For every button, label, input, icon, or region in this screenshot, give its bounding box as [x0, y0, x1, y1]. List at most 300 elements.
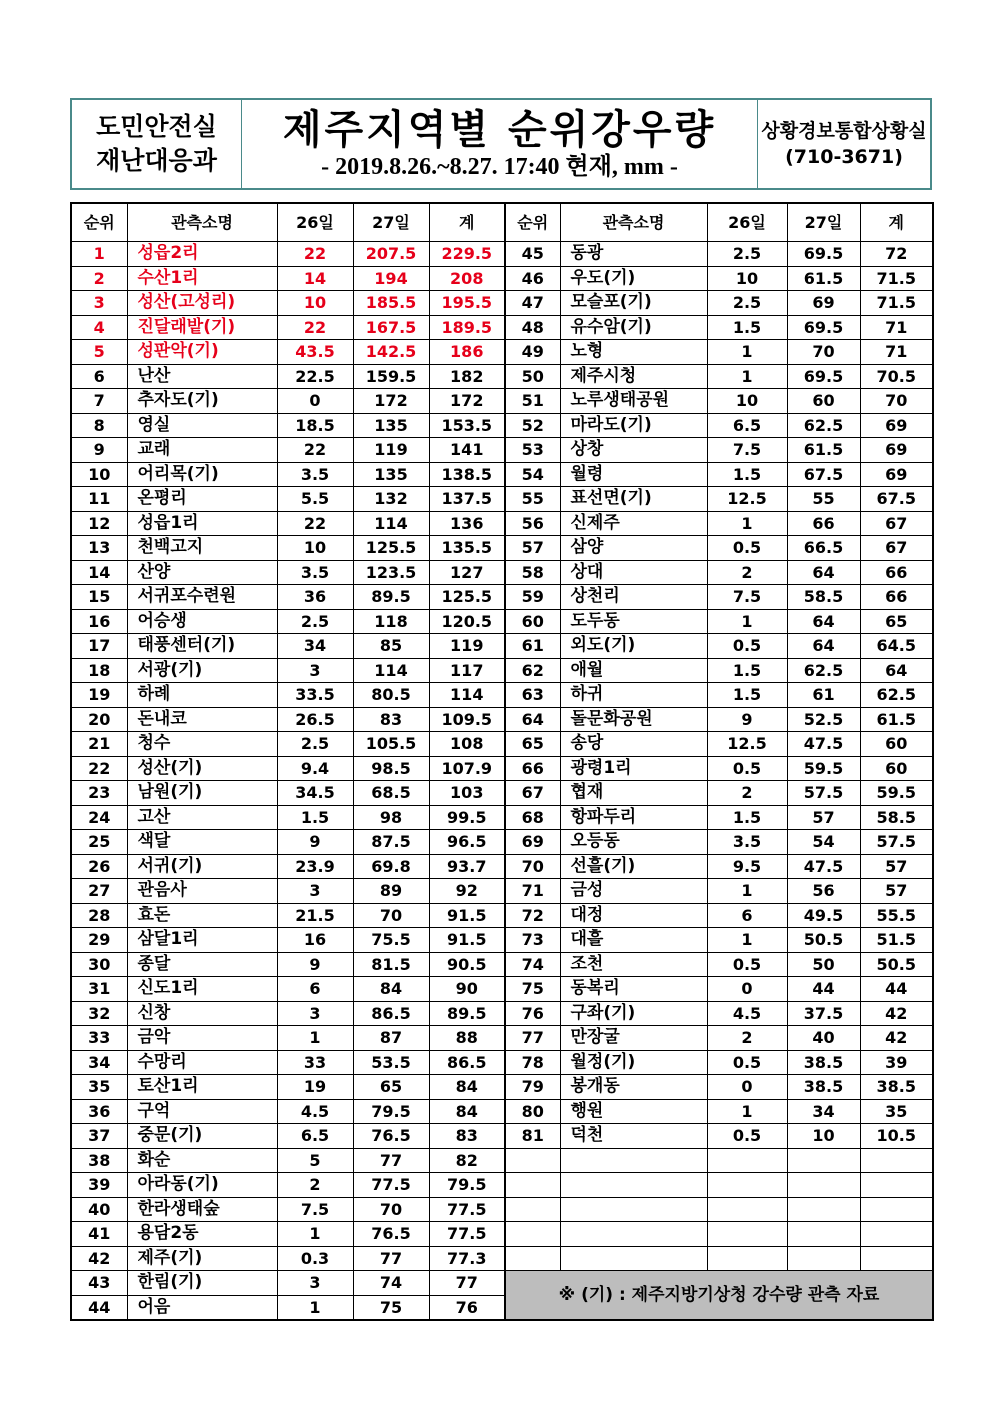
- empty-cell: [787, 1148, 860, 1173]
- empty-row: [505, 1246, 933, 1271]
- station-name-cell: 애월: [560, 658, 707, 683]
- day26-cell: 10: [277, 291, 353, 316]
- total-cell: 138.5: [429, 462, 505, 487]
- rank-cell: 70: [505, 854, 560, 879]
- empty-cell: [860, 1222, 933, 1247]
- total-cell: 88: [429, 1026, 505, 1051]
- total-cell: 120.5: [429, 609, 505, 634]
- station-name-cell: 월정(기): [560, 1050, 707, 1075]
- table-row: [505, 585, 933, 610]
- total-cell: 67.5: [860, 487, 933, 512]
- station-name-cell: 선흘(기): [560, 854, 707, 879]
- station-name-cell: 행원: [560, 1099, 707, 1124]
- total-cell: 229.5: [429, 242, 505, 267]
- day27-cell: 62.5: [787, 658, 860, 683]
- rank-cell: 36: [71, 1099, 127, 1124]
- total-cell: 182: [429, 364, 505, 389]
- day27-cell: 38.5: [787, 1050, 860, 1075]
- day27-cell: 105.5: [353, 732, 429, 757]
- station-name-cell: 성읍2리: [127, 242, 277, 267]
- table-row: [505, 928, 933, 953]
- day27-cell: 61: [787, 683, 860, 708]
- station-name-cell: 난산: [127, 364, 277, 389]
- total-cell: 64.5: [860, 634, 933, 659]
- station-name-cell: 제주(기): [127, 1246, 277, 1271]
- table-row: [71, 756, 505, 781]
- total-cell: 125.5: [429, 585, 505, 610]
- rank-cell: 26: [71, 854, 127, 879]
- rank-cell: 31: [71, 977, 127, 1002]
- day27-cell: 81.5: [353, 952, 429, 977]
- station-name-cell: 교래: [127, 438, 277, 463]
- station-name-cell: 상창: [560, 438, 707, 463]
- rank-cell: 46: [505, 266, 560, 291]
- day26-cell: 14: [277, 266, 353, 291]
- rank-cell: 10: [71, 462, 127, 487]
- table-row: [71, 1295, 505, 1320]
- total-cell: 114: [429, 683, 505, 708]
- day26-cell: 33.5: [277, 683, 353, 708]
- table-row: [71, 1173, 505, 1198]
- rank-cell: 50: [505, 364, 560, 389]
- rank-cell: 57: [505, 536, 560, 561]
- rank-cell: 1: [71, 242, 127, 267]
- day27-cell: 89.5: [353, 585, 429, 610]
- table-row: [71, 1124, 505, 1149]
- day26-cell: 9.4: [277, 756, 353, 781]
- station-name-cell: 화순: [127, 1148, 277, 1173]
- total-cell: 64: [860, 658, 933, 683]
- day26-cell: 2.5: [277, 609, 353, 634]
- day26-cell: 3.5: [277, 462, 353, 487]
- empty-cell: [860, 1197, 933, 1222]
- rank-cell: 67: [505, 781, 560, 806]
- day26-cell: 34: [277, 634, 353, 659]
- station-name-cell: 고산: [127, 805, 277, 830]
- station-name-cell: 도두동: [560, 609, 707, 634]
- day26-cell: 10: [707, 389, 787, 414]
- day26-cell: 1.5: [707, 658, 787, 683]
- day26-cell: 18.5: [277, 413, 353, 438]
- rank-cell: 81: [505, 1124, 560, 1149]
- col-total: 계: [860, 203, 933, 242]
- empty-row: [505, 1222, 933, 1247]
- day26-cell: 1: [707, 1099, 787, 1124]
- day27-cell: 87: [353, 1026, 429, 1051]
- day26-cell: 23.9: [277, 854, 353, 879]
- rank-cell: 14: [71, 560, 127, 585]
- page-title: 제주지역별 순위강우량: [282, 107, 717, 153]
- table-row: [71, 536, 505, 561]
- rank-cell: 74: [505, 952, 560, 977]
- table-row: [505, 879, 933, 904]
- rank-cell: 13: [71, 536, 127, 561]
- rank-cell: 35: [71, 1075, 127, 1100]
- total-cell: 50.5: [860, 952, 933, 977]
- table-row: [71, 928, 505, 953]
- empty-cell: [505, 1222, 560, 1247]
- rank-cell: 44: [71, 1295, 127, 1320]
- table-row: [505, 977, 933, 1002]
- table-row: [505, 364, 933, 389]
- total-cell: 77.5: [429, 1222, 505, 1247]
- day26-cell: 0.5: [707, 634, 787, 659]
- total-cell: 90: [429, 977, 505, 1002]
- day27-cell: 79.5: [353, 1099, 429, 1124]
- rank-cell: 76: [505, 1001, 560, 1026]
- empty-cell: [860, 1246, 933, 1271]
- day26-cell: 9: [707, 707, 787, 732]
- day26-cell: 22: [277, 438, 353, 463]
- station-name-cell: 삼달1리: [127, 928, 277, 953]
- table-row: [71, 242, 505, 267]
- day26-cell: 0.5: [707, 1124, 787, 1149]
- table-row: [71, 315, 505, 340]
- table-row: [71, 585, 505, 610]
- total-cell: 72: [860, 242, 933, 267]
- total-cell: 71.5: [860, 266, 933, 291]
- total-cell: 42: [860, 1026, 933, 1051]
- total-cell: 189.5: [429, 315, 505, 340]
- table-row: [505, 854, 933, 879]
- rank-cell: 65: [505, 732, 560, 757]
- total-cell: 141: [429, 438, 505, 463]
- station-name-cell: 아라동(기): [127, 1173, 277, 1198]
- station-name-cell: 유수암(기): [560, 315, 707, 340]
- org-line-1: 도민안전실: [96, 112, 217, 141]
- empty-cell: [707, 1222, 787, 1247]
- station-name-cell: 협재: [560, 781, 707, 806]
- day27-cell: 56: [787, 879, 860, 904]
- rank-cell: 64: [505, 707, 560, 732]
- day27-cell: 47.5: [787, 732, 860, 757]
- total-cell: 136: [429, 511, 505, 536]
- total-cell: 90.5: [429, 952, 505, 977]
- col-day26: 26일: [277, 203, 353, 242]
- table-row: [71, 413, 505, 438]
- total-cell: 71: [860, 340, 933, 365]
- day26-cell: 2: [707, 781, 787, 806]
- day26-cell: 3.5: [707, 830, 787, 855]
- total-cell: 39: [860, 1050, 933, 1075]
- day27-cell: 10: [787, 1124, 860, 1149]
- rank-cell: 45: [505, 242, 560, 267]
- table-row: [505, 340, 933, 365]
- total-cell: 96.5: [429, 830, 505, 855]
- day27-cell: 64: [787, 560, 860, 585]
- day27-cell: 135: [353, 462, 429, 487]
- day26-cell: 2: [707, 560, 787, 585]
- report-header: [70, 98, 932, 190]
- day27-cell: 167.5: [353, 315, 429, 340]
- total-cell: 70.5: [860, 364, 933, 389]
- table-row: [71, 830, 505, 855]
- rank-cell: 69: [505, 830, 560, 855]
- rank-cell: 18: [71, 658, 127, 683]
- day27-cell: 172: [353, 389, 429, 414]
- table-row: [505, 683, 933, 708]
- station-name-cell: 구억: [127, 1099, 277, 1124]
- day26-cell: 0.5: [707, 952, 787, 977]
- empty-cell: [707, 1197, 787, 1222]
- station-name-cell: 마라도(기): [560, 413, 707, 438]
- rank-cell: 22: [71, 756, 127, 781]
- total-cell: 117: [429, 658, 505, 683]
- station-name-cell: 외도(기): [560, 634, 707, 659]
- total-cell: 135.5: [429, 536, 505, 561]
- station-name-cell: 상천리: [560, 585, 707, 610]
- rank-cell: 32: [71, 1001, 127, 1026]
- col-rank: 순위: [505, 203, 560, 242]
- table-row: [71, 732, 505, 757]
- col-rank: 순위: [71, 203, 127, 242]
- day27-cell: 50.5: [787, 928, 860, 953]
- day27-cell: 62.5: [787, 413, 860, 438]
- station-name-cell: 돌문화공원: [560, 707, 707, 732]
- rank-cell: 11: [71, 487, 127, 512]
- total-cell: 70: [860, 389, 933, 414]
- day27-cell: 64: [787, 609, 860, 634]
- total-cell: 67: [860, 511, 933, 536]
- rank-cell: 77: [505, 1026, 560, 1051]
- rank-cell: 2: [71, 266, 127, 291]
- empty-cell: [505, 1197, 560, 1222]
- empty-cell: [787, 1246, 860, 1271]
- day26-cell: 2.5: [277, 732, 353, 757]
- station-name-cell: 하귀: [560, 683, 707, 708]
- col-total: 계: [429, 203, 505, 242]
- table-row: [505, 1099, 933, 1124]
- day27-cell: 70: [787, 340, 860, 365]
- day26-cell: 3: [277, 658, 353, 683]
- station-name-cell: 산양: [127, 560, 277, 585]
- table-row: [71, 707, 505, 732]
- total-cell: 79.5: [429, 1173, 505, 1198]
- day26-cell: 3: [277, 879, 353, 904]
- total-cell: 103: [429, 781, 505, 806]
- total-cell: 62.5: [860, 683, 933, 708]
- day26-cell: 1: [707, 511, 787, 536]
- day26-cell: 6: [277, 977, 353, 1002]
- day27-cell: 75: [353, 1295, 429, 1320]
- empty-row: [505, 1173, 933, 1198]
- day27-cell: 114: [353, 511, 429, 536]
- day27-cell: 118: [353, 609, 429, 634]
- day27-cell: 85: [353, 634, 429, 659]
- total-cell: 57.5: [860, 830, 933, 855]
- table-row: [71, 879, 505, 904]
- station-name-cell: 봉개동: [560, 1075, 707, 1100]
- total-cell: 58.5: [860, 805, 933, 830]
- table-row: [505, 756, 933, 781]
- station-name-cell: 어음: [127, 1295, 277, 1320]
- rank-cell: 27: [71, 879, 127, 904]
- total-cell: 38.5: [860, 1075, 933, 1100]
- day27-cell: 119: [353, 438, 429, 463]
- table-row: [71, 634, 505, 659]
- empty-cell: [707, 1173, 787, 1198]
- day27-cell: 123.5: [353, 560, 429, 585]
- day27-cell: 135: [353, 413, 429, 438]
- day26-cell: 6.5: [707, 413, 787, 438]
- table-row: [71, 364, 505, 389]
- day27-cell: 44: [787, 977, 860, 1002]
- day27-cell: 34: [787, 1099, 860, 1124]
- day27-cell: 114: [353, 658, 429, 683]
- rank-cell: 66: [505, 756, 560, 781]
- day26-cell: 0: [277, 389, 353, 414]
- rank-cell: 60: [505, 609, 560, 634]
- station-name-cell: 제주시청: [560, 364, 707, 389]
- day27-cell: 59.5: [787, 756, 860, 781]
- day26-cell: 0.5: [707, 536, 787, 561]
- col-station: 관측소명: [560, 203, 707, 242]
- day27-cell: 83: [353, 707, 429, 732]
- total-cell: 77: [429, 1271, 505, 1296]
- station-name-cell: 대정: [560, 903, 707, 928]
- day27-cell: 69.8: [353, 854, 429, 879]
- day27-cell: 52.5: [787, 707, 860, 732]
- table-row: [71, 683, 505, 708]
- day27-cell: 70: [353, 1197, 429, 1222]
- table-row: [71, 1001, 505, 1026]
- table-row: [505, 291, 933, 316]
- empty-cell: [787, 1197, 860, 1222]
- rank-cell: 75: [505, 977, 560, 1002]
- day26-cell: 9: [277, 830, 353, 855]
- table-row: [71, 952, 505, 977]
- total-cell: 77.3: [429, 1246, 505, 1271]
- total-cell: 65: [860, 609, 933, 634]
- rank-cell: 51: [505, 389, 560, 414]
- rank-cell: 17: [71, 634, 127, 659]
- total-cell: 10.5: [860, 1124, 933, 1149]
- table-row: [71, 977, 505, 1002]
- total-cell: 108: [429, 732, 505, 757]
- day27-cell: 80.5: [353, 683, 429, 708]
- total-cell: 119: [429, 634, 505, 659]
- day27-cell: 58.5: [787, 585, 860, 610]
- table-row: [505, 438, 933, 463]
- rank-cell: 47: [505, 291, 560, 316]
- station-name-cell: 관음사: [127, 879, 277, 904]
- rank-cell: 78: [505, 1050, 560, 1075]
- rank-cell: 40: [71, 1197, 127, 1222]
- day26-cell: 6.5: [277, 1124, 353, 1149]
- day27-cell: 76.5: [353, 1222, 429, 1247]
- day26-cell: 16: [277, 928, 353, 953]
- day26-cell: 2: [707, 1026, 787, 1051]
- table-row: [71, 266, 505, 291]
- station-name-cell: 서귀(기): [127, 854, 277, 879]
- rank-cell: 56: [505, 511, 560, 536]
- rank-cell: 9: [71, 438, 127, 463]
- day26-cell: 1.5: [707, 462, 787, 487]
- station-name-cell: 하례: [127, 683, 277, 708]
- total-cell: 60: [860, 756, 933, 781]
- station-name-cell: 온평리: [127, 487, 277, 512]
- day27-cell: 74: [353, 1271, 429, 1296]
- table-row: [71, 903, 505, 928]
- table-row: [71, 1148, 505, 1173]
- table-row: [71, 1099, 505, 1124]
- day27-cell: 61.5: [787, 438, 860, 463]
- day27-cell: 66: [787, 511, 860, 536]
- table-row: [71, 291, 505, 316]
- day27-cell: 84: [353, 977, 429, 1002]
- page-subtitle: - 2019.8.26.~8.27. 17:40 현재, mm -: [321, 154, 678, 180]
- day27-cell: 98: [353, 805, 429, 830]
- day26-cell: 7.5: [707, 438, 787, 463]
- day26-cell: 3.5: [277, 560, 353, 585]
- station-name-cell: 서귀포수련원: [127, 585, 277, 610]
- day27-cell: 75.5: [353, 928, 429, 953]
- day27-cell: 194: [353, 266, 429, 291]
- day26-cell: 3: [277, 1001, 353, 1026]
- station-name-cell: 청수: [127, 732, 277, 757]
- rank-cell: 15: [71, 585, 127, 610]
- day27-cell: 185.5: [353, 291, 429, 316]
- total-cell: 61.5: [860, 707, 933, 732]
- rank-cell: 62: [505, 658, 560, 683]
- rainfall-table-left: [70, 202, 506, 1321]
- footnote: ※ (기) : 제주지방기상청 강수량 관측 자료: [505, 1271, 933, 1321]
- rainfall-table-right: [504, 202, 934, 1321]
- rank-cell: 4: [71, 315, 127, 340]
- day26-cell: 1.5: [707, 683, 787, 708]
- day26-cell: 7.5: [277, 1197, 353, 1222]
- day27-cell: 47.5: [787, 854, 860, 879]
- table-row: [71, 781, 505, 806]
- day26-cell: 12.5: [707, 732, 787, 757]
- station-name-cell: 효돈: [127, 903, 277, 928]
- station-name-cell: 한라생태숲: [127, 1197, 277, 1222]
- total-cell: 55.5: [860, 903, 933, 928]
- station-name-cell: 신도1리: [127, 977, 277, 1002]
- col-day27: 27일: [353, 203, 429, 242]
- rank-cell: 34: [71, 1050, 127, 1075]
- total-cell: 86.5: [429, 1050, 505, 1075]
- table-row: [505, 952, 933, 977]
- contact-block: [758, 100, 930, 188]
- day26-cell: 0: [707, 977, 787, 1002]
- total-cell: 84: [429, 1075, 505, 1100]
- col-day26: 26일: [707, 203, 787, 242]
- table-row: [505, 1001, 933, 1026]
- day26-cell: 22: [277, 315, 353, 340]
- rank-cell: 33: [71, 1026, 127, 1051]
- day26-cell: 1: [707, 364, 787, 389]
- day26-cell: 3: [277, 1271, 353, 1296]
- day27-cell: 207.5: [353, 242, 429, 267]
- phone-number: (710-3671): [785, 146, 903, 168]
- day27-cell: 98.5: [353, 756, 429, 781]
- station-name-cell: 색달: [127, 830, 277, 855]
- rank-cell: 38: [71, 1148, 127, 1173]
- table-row: [71, 1271, 505, 1296]
- day26-cell: 9: [277, 952, 353, 977]
- total-cell: 83: [429, 1124, 505, 1149]
- station-name-cell: 표선면(기): [560, 487, 707, 512]
- rank-cell: 41: [71, 1222, 127, 1247]
- day26-cell: 34.5: [277, 781, 353, 806]
- day27-cell: 69.5: [787, 315, 860, 340]
- rank-cell: 37: [71, 1124, 127, 1149]
- day27-cell: 40: [787, 1026, 860, 1051]
- day26-cell: 0.3: [277, 1246, 353, 1271]
- table-row: [505, 1026, 933, 1051]
- rank-cell: 55: [505, 487, 560, 512]
